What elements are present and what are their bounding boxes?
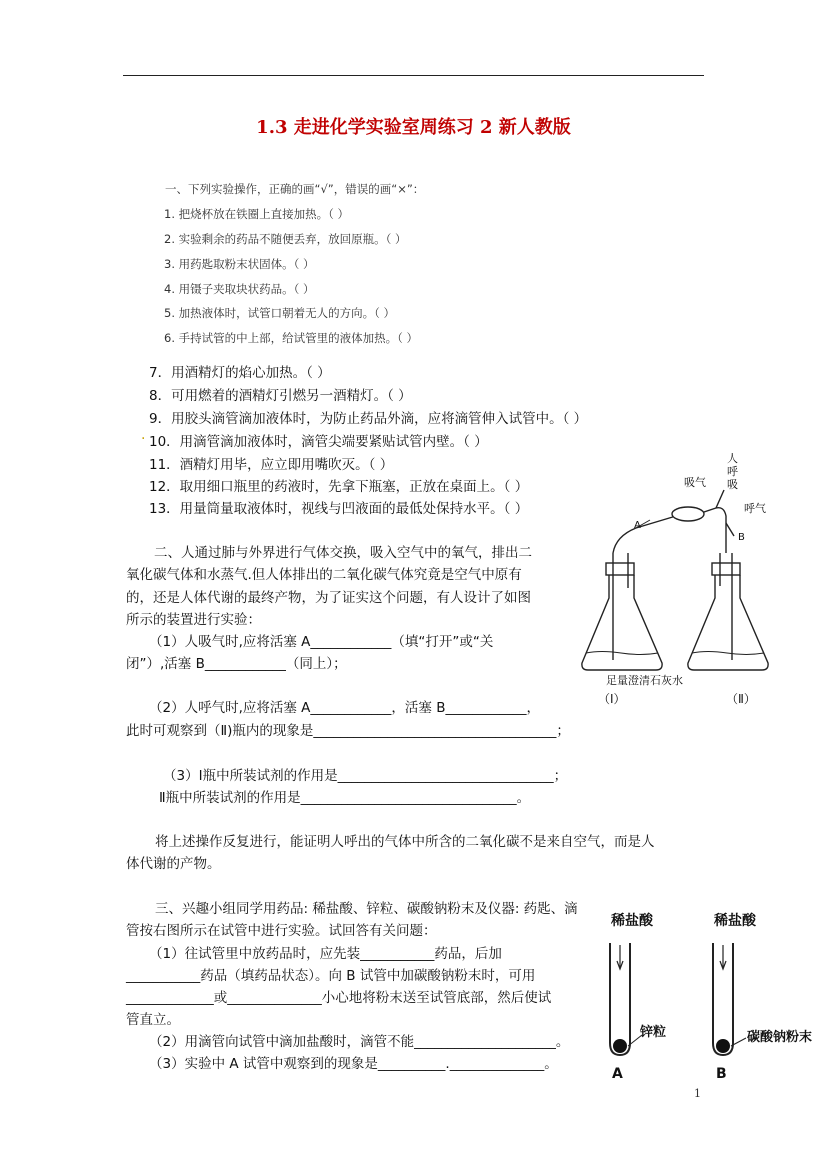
- section3-line: 管按右图所示在试管中进行实验。试回答有关问题：: [126, 923, 437, 939]
- header-rule: [123, 75, 704, 76]
- question-item: 9．用胶头滴管滴加液体时，为防止药品外滴，应将滴管伸入试管中。（ ）: [149, 411, 588, 427]
- label-acid-b: 稀盐酸: [714, 913, 756, 929]
- label-bottle-2: （Ⅱ）: [726, 692, 756, 706]
- section2-line: 二、人通过肺与外界进行气体交换，吸入空气中的氧气，排出二: [154, 545, 532, 561]
- tube-left: [613, 516, 676, 553]
- test-tube-b: [713, 943, 733, 1055]
- test-tube-a: [610, 943, 630, 1055]
- question-item: 3. 用药匙取粉末状固体。（ ）: [164, 257, 315, 271]
- question-item: 13．用量筒量取液体时，视线与凹液面的最低处保持水平。（ ）: [149, 501, 529, 517]
- section1-heading: 一、下列实验操作，正确的画“√”，错误的画“×”：: [165, 182, 425, 196]
- section2-line: 将上述操作反复进行，能证明人呼出的气体中所含的二氧化碳不是来自空气，而是人: [155, 834, 655, 850]
- breathing-apparatus-figure: [576, 448, 816, 713]
- section3-line: 三、兴趣小组同学用药品: 稀盐酸、锌粒、碳酸钠粉末及仪器: 药匙、滴: [155, 901, 578, 917]
- section2-line: 此时可观察到（Ⅱ)瓶内的现象是____________________________________；: [126, 723, 570, 739]
- test-tube-figure: [598, 905, 827, 1080]
- section3-line: （1）往试管里中放药品时，应先装___________药品，后加: [149, 946, 502, 962]
- section2-line: 氧化碳气体和水蒸气.但人体排出的二氧化碳气体究竟是空气中原有: [126, 567, 522, 583]
- section3-line: （2）用滴管向试管中滴加盐酸时，滴管不能_____________________。: [149, 1034, 570, 1050]
- label-ren: 人: [727, 452, 738, 465]
- label-bottle-1: （Ⅰ）: [598, 692, 626, 706]
- figure-caption: 足量澄清石灰水: [606, 674, 683, 687]
- page-number: 1: [694, 1087, 701, 1100]
- label-xi: 吸: [727, 478, 738, 491]
- section3-line: （3）实验中 A 试管中观察到的现象是__________.______________。: [149, 1056, 558, 1072]
- question-item: 12．取用细口瓶里的药液时，先拿下瓶塞，正放在桌面上。（ ）: [149, 479, 529, 495]
- mouthpiece: [716, 490, 724, 508]
- section2-line: 闭”）,活塞 B____________（同上）；: [126, 656, 347, 672]
- label-zinc: 锌粒: [640, 1025, 667, 1040]
- question-item: 1. 把烧杯放在铁圈上直接加热。（ ）: [164, 207, 350, 221]
- section2-line: 体代谢的产物。: [126, 856, 221, 872]
- label-tube-a: A: [612, 1066, 623, 1080]
- section3-line: _____________或______________小心地将粉末送至试管底部，然后使试: [126, 990, 552, 1006]
- label-b: B: [738, 532, 745, 543]
- liquid-level-2: [692, 652, 764, 655]
- question-item: 7．用酒精灯的焰心加热。（ ）: [149, 365, 331, 381]
- liquid-level-1: [586, 652, 658, 655]
- label-inhale: 吸气: [684, 476, 706, 489]
- label-acid-a: 稀盐酸: [611, 913, 653, 929]
- valve-b: [726, 523, 734, 536]
- bottle-1: [582, 553, 662, 670]
- section3-line: 管直立。: [126, 1012, 180, 1028]
- valve-a: [672, 507, 704, 521]
- section2-line: （2）人呼气时,应将活塞 A____________，活塞 B____________，: [149, 700, 540, 716]
- label-hu: 呼: [727, 465, 738, 478]
- section2-line: （3）Ⅰ瓶中所装试剂的作用是________________________________；: [163, 768, 568, 784]
- question-item: 5. 加热液体时，试管口朝着无人的方向。（ ）: [164, 306, 396, 320]
- bullet-mark: .: [141, 427, 146, 443]
- question-item: 8．可用燃着的酒精灯引燃另一酒精灯。（ ）: [149, 388, 412, 404]
- question-item: 4. 用镊子夹取块状药品。（ ）: [164, 282, 315, 296]
- label-exhale: 呼气: [744, 502, 766, 515]
- section3-line: ___________药品（填药品状态）。向 B 试管中加碳酸钠粉末时，可用: [126, 968, 536, 984]
- question-item: 2. 实验剩余的药品不随便丢弃，放回原瓶。（ ）: [164, 232, 407, 246]
- question-item: 11．酒精灯用毕，应立即用嘴吹灭。（ ）: [149, 457, 394, 473]
- label-tube-b: B: [716, 1066, 727, 1080]
- section2-line: 的，还是人体代谢的最终产物，为了证实这个问题，有人设计了如图: [126, 590, 531, 606]
- page-title: 1.3 走进化学实验室周练习 2 新人教版: [256, 117, 571, 138]
- bottle-2: [688, 553, 768, 670]
- section2-line: Ⅱ瓶中所装试剂的作用是________________________________。: [159, 790, 531, 806]
- section2-line: （1）人吸气时,应将活塞 A____________（填“打开”或“关: [149, 634, 494, 650]
- question-item: 10．用滴管滴加液体时，滴管尖端要紧贴试管内壁。（ ）: [149, 434, 488, 450]
- question-item: 6. 手持试管的中上部，给试管里的液体加热。（ ）: [164, 331, 419, 345]
- label-a: A: [634, 520, 641, 531]
- section2-line: 所示的装置进行实验：: [126, 612, 261, 628]
- tube-right: [704, 508, 726, 553]
- label-sodium-carbonate: 碳酸钠粉末: [747, 1030, 813, 1045]
